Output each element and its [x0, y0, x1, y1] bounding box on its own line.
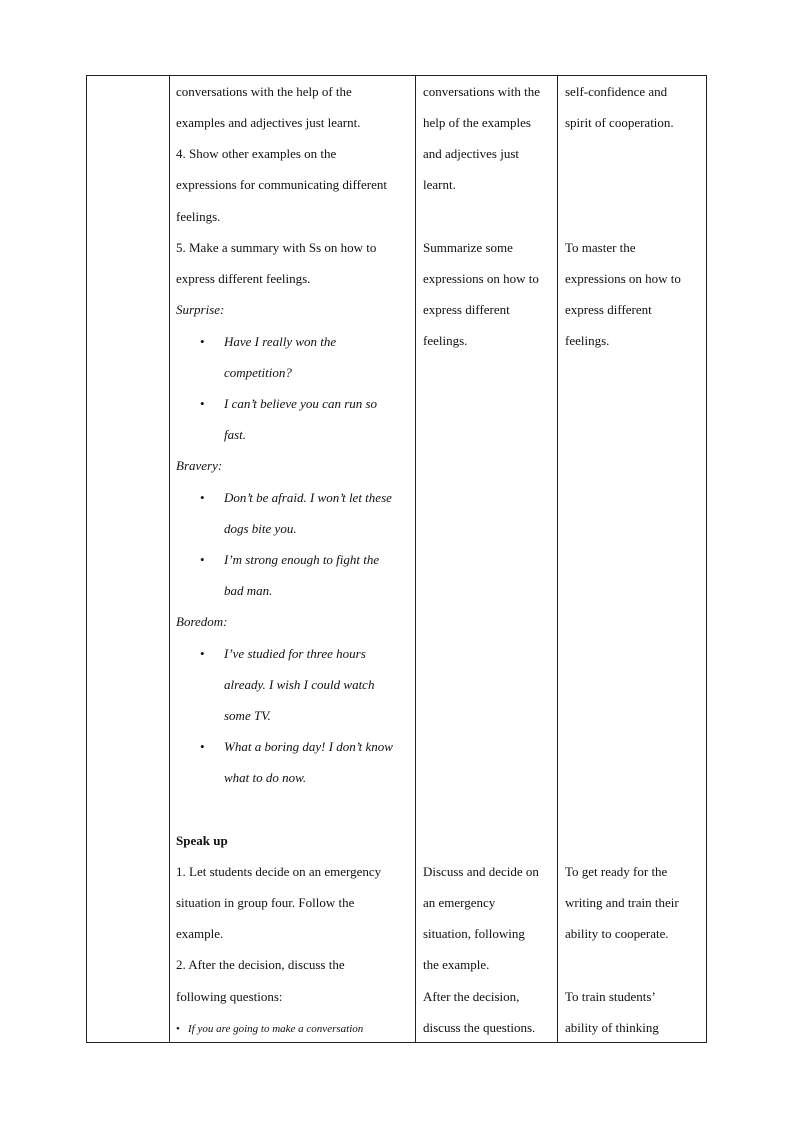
lesson-plan-table — [86, 75, 707, 1043]
text-line: example. — [176, 926, 224, 941]
text-line: 5. Make a summary with Ss on how to — [176, 240, 377, 255]
category-label-boredom: Boredom: — [176, 614, 228, 629]
text-line: 2. After the decision, discuss the — [176, 957, 345, 972]
text-line: Discuss and decide on — [423, 864, 539, 879]
bullet-icon: • — [200, 552, 205, 567]
text-line: 4. Show other examples on the — [176, 146, 337, 161]
text-line: 1. Let students decide on an emergency — [176, 864, 382, 879]
text-line: examples and adjectives just learnt. — [176, 115, 361, 130]
text-line: an emergency — [423, 895, 496, 910]
example-line: bad man. — [224, 583, 273, 598]
example-line: some TV. — [224, 708, 271, 723]
text-line: express different — [565, 302, 652, 317]
text-line: expressions for communicating different — [176, 177, 387, 192]
text-line: self-confidence and — [565, 84, 668, 99]
text-line: Summarize some — [423, 240, 513, 255]
text-line: and adjectives just — [423, 146, 520, 161]
text-line: feelings. — [423, 333, 468, 348]
text-line: conversations with the help of the — [176, 84, 352, 99]
text-line: ability of thinking — [565, 1020, 659, 1035]
text-line: To master the — [565, 240, 636, 255]
text-line: writing and train their — [565, 895, 679, 910]
example-line: Don’t be afraid. I won’t let these — [224, 490, 392, 505]
example-line: what to do now. — [224, 770, 307, 785]
example-line: Have I really won the — [224, 334, 337, 349]
text-line: learnt. — [423, 177, 456, 192]
question-line: If you are going to make a conversation — [188, 1023, 364, 1035]
text-line: feelings. — [176, 209, 221, 224]
bullet-icon: • — [200, 739, 205, 754]
column-divider-2 — [415, 76, 416, 1042]
example-line: already. I wish I could watch — [224, 677, 375, 692]
example-line: What a boring day! I don’t know — [224, 739, 393, 754]
text-line: express different feelings. — [176, 271, 311, 286]
example-line: I’ve studied for three hours — [224, 646, 366, 661]
category-label-surprise: Surprise: — [176, 302, 225, 317]
example-line: fast. — [224, 427, 247, 442]
example-line: I’m strong enough to fight the — [224, 552, 380, 567]
section-heading-speak-up: Speak up — [176, 833, 228, 848]
text-line: To get ready for the — [565, 864, 668, 879]
text-line: spirit of cooperation. — [565, 115, 674, 130]
text-line: help of the examples — [423, 115, 531, 130]
text-line: After the decision, — [423, 989, 520, 1004]
example-line: dogs bite you. — [224, 521, 297, 536]
text-line: ability to cooperate. — [565, 926, 669, 941]
bullet-icon: • — [200, 334, 205, 349]
column-divider-1 — [169, 76, 170, 1042]
bullet-icon: • — [200, 490, 205, 505]
text-line: discuss the questions. — [423, 1020, 536, 1035]
text-line: following questions: — [176, 989, 283, 1004]
bullet-icon: • — [200, 396, 205, 411]
text-line: feelings. — [565, 333, 610, 348]
bullet-icon: • — [176, 1023, 180, 1035]
text-line: expressions on how to — [565, 271, 681, 286]
column-divider-3 — [557, 76, 558, 1042]
text-line: the example. — [423, 957, 490, 972]
text-line: situation, following — [423, 926, 525, 941]
example-line: I can’t believe you can run so — [224, 396, 378, 411]
category-label-bravery: Bravery: — [176, 458, 223, 473]
example-line: competition? — [224, 365, 292, 380]
text-line: To train students’ — [565, 989, 656, 1004]
text-line: conversations with the — [423, 84, 540, 99]
text-line: express different — [423, 302, 510, 317]
bullet-icon: • — [200, 646, 205, 661]
text-line: situation in group four. Follow the — [176, 895, 355, 910]
text-line: expressions on how to — [423, 271, 539, 286]
